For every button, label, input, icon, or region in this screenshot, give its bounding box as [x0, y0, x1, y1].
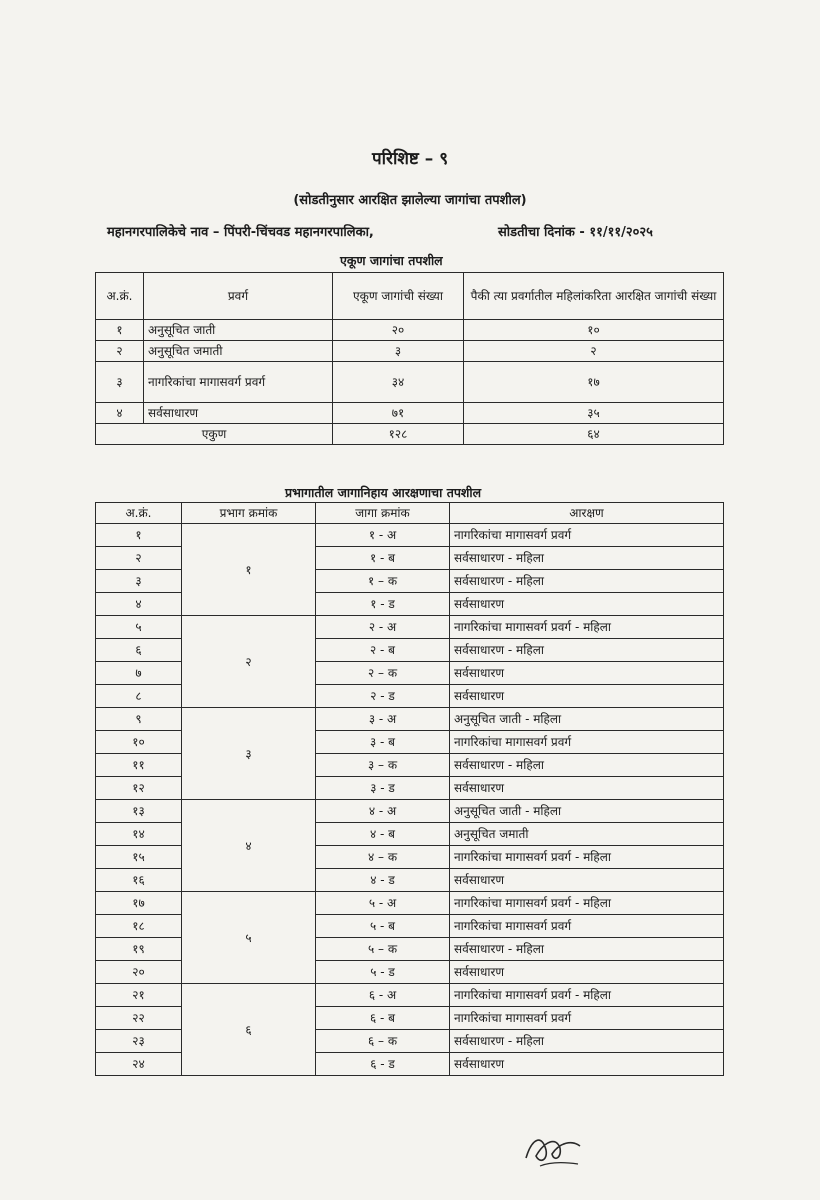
page-title: परिशिष्ट – ९ — [371, 149, 449, 169]
summary-caption: एकूण जागांचा तपशील — [340, 253, 443, 268]
reservation-type: नागरिकांचा मागासवर्ग प्रवर्ग — [450, 1007, 724, 1030]
reservation-type: सर्वसाधारण — [450, 1053, 724, 1076]
total-row — [96, 424, 724, 445]
seat-number: २ - ड — [316, 685, 450, 708]
ward-header-reservation: आरक्षण — [450, 503, 724, 524]
summary-sr: ४ — [96, 403, 144, 424]
reservation-type: नागरिकांचा मागासवर्ग प्रवर्ग - महिला — [450, 846, 724, 869]
ward-table — [95, 502, 724, 1076]
ward-row-sr: १५ — [96, 846, 182, 869]
table-row — [96, 800, 724, 823]
seat-number: ५ - अ — [316, 892, 450, 915]
table-row — [96, 362, 724, 403]
reservation-type: सर्वसाधारण - महिला — [450, 570, 724, 593]
summary-women: १७ — [464, 362, 724, 403]
ward-number: ५ — [182, 892, 316, 984]
ward-row-sr: ४ — [96, 593, 182, 616]
ward-row-sr: २० — [96, 961, 182, 984]
reservation-type: सर्वसाधारण - महिला — [450, 1030, 724, 1053]
reservation-type: सर्वसाधारण — [450, 593, 724, 616]
signature-mark — [520, 1128, 590, 1172]
ward-row-sr: २३ — [96, 1030, 182, 1053]
summary-category: नागरिकांचा मागासवर्ग प्रवर्ग — [144, 362, 333, 403]
seat-number: ५ – क — [316, 938, 450, 961]
ward-row-sr: २४ — [96, 1053, 182, 1076]
ward-row-sr: १२ — [96, 777, 182, 800]
reservation-type: अनुसूचित जाती - महिला — [450, 800, 724, 823]
page-subtitle: (सोडतीनुसार आरक्षित झालेल्या जागांचा तपशील) — [293, 193, 527, 208]
summary-women: १० — [464, 320, 724, 341]
ward-row-sr: १३ — [96, 800, 182, 823]
ward-header-seat: जागा क्रमांक — [316, 503, 450, 524]
seat-number: ३ - ड — [316, 777, 450, 800]
seat-number: ५ - ब — [316, 915, 450, 938]
summary-sr: १ — [96, 320, 144, 341]
summary-category: अनुसूचित जाती — [144, 320, 333, 341]
reservation-type: सर्वसाधारण - महिला — [450, 547, 724, 570]
ward-table-body — [96, 524, 724, 1076]
seat-number: ४ - अ — [316, 800, 450, 823]
seat-number: ४ – क — [316, 846, 450, 869]
seat-number: २ - अ — [316, 616, 450, 639]
reservation-type: सर्वसाधारण - महिला — [450, 639, 724, 662]
reservation-type: नागरिकांचा मागासवर्ग प्रवर्ग - महिला — [450, 984, 724, 1007]
ward-number: ६ — [182, 984, 316, 1076]
reservation-type: नागरिकांचा मागासवर्ग प्रवर्ग — [450, 731, 724, 754]
women-total: ६४ — [464, 424, 724, 445]
ward-header-ward: प्रभाग क्रमांक — [182, 503, 316, 524]
reservation-type: नागरिकांचा मागासवर्ग प्रवर्ग — [450, 524, 724, 547]
table-row — [96, 341, 724, 362]
total-label: एकुण — [96, 424, 333, 445]
summary-header-sr: अ.क्रं. — [96, 273, 144, 320]
table-row — [96, 524, 724, 547]
ward-row-sr: २१ — [96, 984, 182, 1007]
seat-number: १ - ड — [316, 593, 450, 616]
reservation-type: सर्वसाधारण — [450, 777, 724, 800]
summary-women: ३५ — [464, 403, 724, 424]
summary-header-category: प्रवर्ग — [144, 273, 333, 320]
ward-row-sr: १ — [96, 524, 182, 547]
seat-number: १ - अ — [316, 524, 450, 547]
corporation-name: महानगरपालिकेचे नाव – पिंपरी-चिंचवड महानगरपालिका, — [107, 225, 374, 240]
ward-caption: प्रभागातील जागानिहाय आरक्षणाचा तपशील — [285, 485, 482, 500]
reservation-type: नागरिकांचा मागासवर्ग प्रवर्ग - महिला — [450, 616, 724, 639]
ward-row-sr: २ — [96, 547, 182, 570]
summary-total: ३ — [333, 341, 464, 362]
table-row — [96, 708, 724, 731]
ward-row-sr: ६ — [96, 639, 182, 662]
table-row — [96, 892, 724, 915]
ward-number: २ — [182, 616, 316, 708]
reservation-type: सर्वसाधारण — [450, 961, 724, 984]
summary-sr: २ — [96, 341, 144, 362]
seat-number: ३ – क — [316, 754, 450, 777]
ward-row-sr: १७ — [96, 892, 182, 915]
ward-row-sr: १४ — [96, 823, 182, 846]
seat-number: ३ - ब — [316, 731, 450, 754]
ward-row-sr: १० — [96, 731, 182, 754]
grand-total: १२८ — [333, 424, 464, 445]
seat-number: ६ - अ — [316, 984, 450, 1007]
reservation-type: सर्वसाधारण - महिला — [450, 754, 724, 777]
summary-women: २ — [464, 341, 724, 362]
ward-number: ४ — [182, 800, 316, 892]
seat-number: ६ – क — [316, 1030, 450, 1053]
table-row — [96, 984, 724, 1007]
ward-row-sr: ५ — [96, 616, 182, 639]
seat-number: ४ - ड — [316, 869, 450, 892]
summary-header-women: पैकी त्या प्रवर्गातील महिलांकरिता आरक्षित जागांची संख्या — [464, 273, 724, 320]
summary-header-total: एकूण जागांची संख्या — [333, 273, 464, 320]
ward-row-sr: ११ — [96, 754, 182, 777]
summary-total: ७१ — [333, 403, 464, 424]
ward-number: ३ — [182, 708, 316, 800]
summary-total: ३४ — [333, 362, 464, 403]
seat-number: ४ - ब — [316, 823, 450, 846]
reservation-type: सर्वसाधारण — [450, 869, 724, 892]
ward-row-sr: १६ — [96, 869, 182, 892]
ward-row-sr: १८ — [96, 915, 182, 938]
seat-number: २ - ब — [316, 639, 450, 662]
seat-number: २ – क — [316, 662, 450, 685]
reservation-type: नागरिकांचा मागासवर्ग प्रवर्ग — [450, 915, 724, 938]
ward-row-sr: ९ — [96, 708, 182, 731]
reservation-type: अनुसूचित जमाती — [450, 823, 724, 846]
table-row — [96, 616, 724, 639]
summary-table — [95, 272, 724, 445]
summary-category: सर्वसाधारण — [144, 403, 333, 424]
seat-number: ३ - अ — [316, 708, 450, 731]
ward-row-sr: १९ — [96, 938, 182, 961]
table-row — [96, 403, 724, 424]
seat-number: ६ - ब — [316, 1007, 450, 1030]
seat-number: १ – क — [316, 570, 450, 593]
summary-sr: ३ — [96, 362, 144, 403]
ward-row-sr: ७ — [96, 662, 182, 685]
summary-total: २० — [333, 320, 464, 341]
seat-number: १ - ब — [316, 547, 450, 570]
summary-category: अनुसूचित जमाती — [144, 341, 333, 362]
reservation-type: सर्वसाधारण — [450, 685, 724, 708]
reservation-type: अनुसूचित जाती - महिला — [450, 708, 724, 731]
ward-row-sr: २२ — [96, 1007, 182, 1030]
ward-row-sr: ३ — [96, 570, 182, 593]
ward-number: १ — [182, 524, 316, 616]
reservation-type: सर्वसाधारण - महिला — [450, 938, 724, 961]
ward-header-sr: अ.क्रं. — [96, 503, 182, 524]
ward-row-sr: ८ — [96, 685, 182, 708]
draw-date: सोडतीचा दिनांक - ११/११/२०२५ — [498, 225, 653, 240]
seat-number: ६ - ड — [316, 1053, 450, 1076]
reservation-type: सर्वसाधारण — [450, 662, 724, 685]
reservation-type: नागरिकांचा मागासवर्ग प्रवर्ग - महिला — [450, 892, 724, 915]
seat-number: ५ - ड — [316, 961, 450, 984]
table-row — [96, 320, 724, 341]
